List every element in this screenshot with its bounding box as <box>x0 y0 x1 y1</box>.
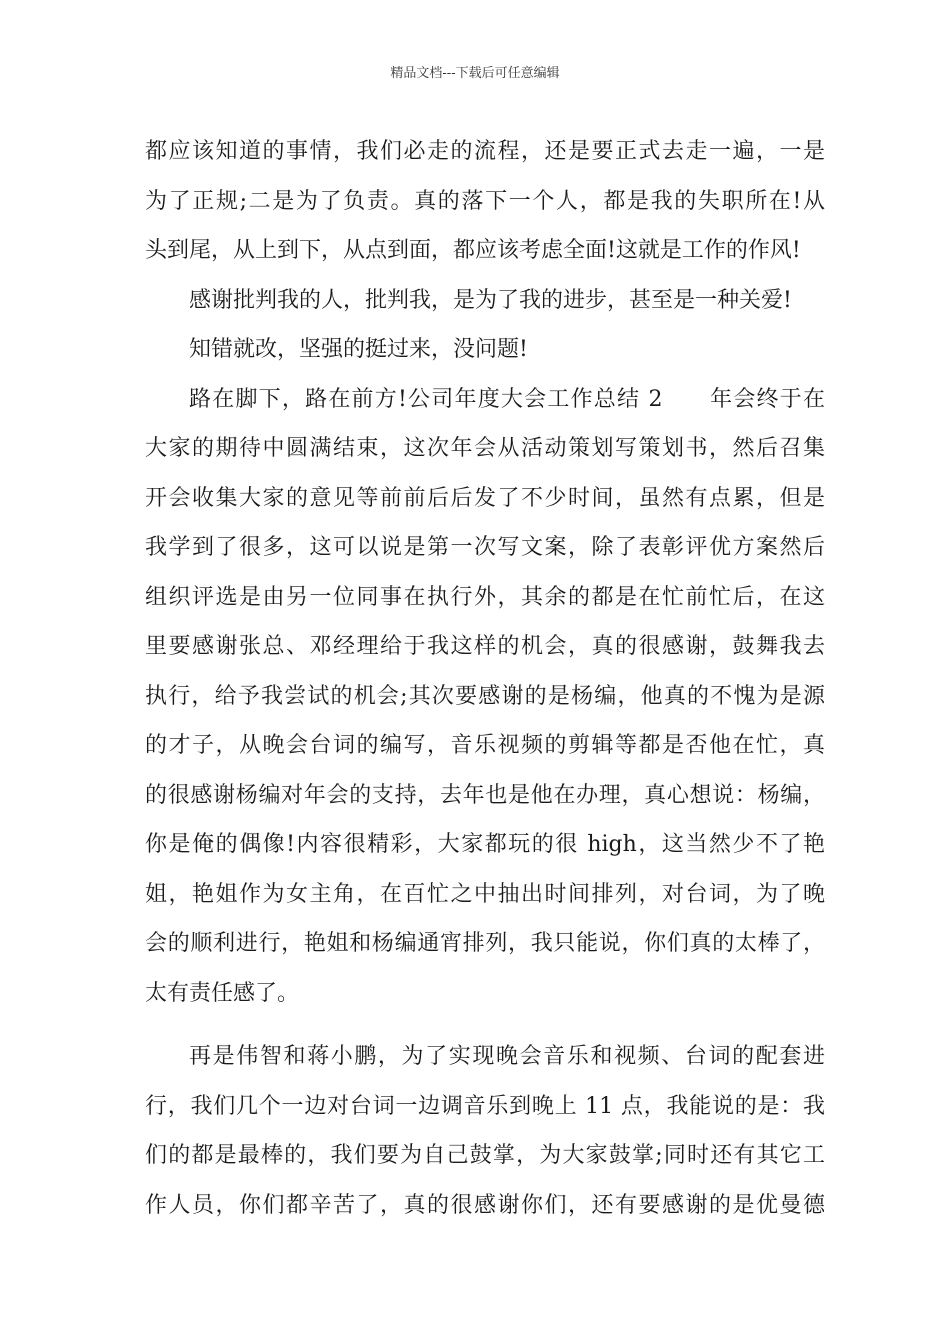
text-line: 你是俺的偶像!内容很精彩，大家都玩的很 high，这当然少不了艳 <box>145 832 825 857</box>
paragraph-line: 感谢批判我的人，批判我，是为了我的进步，甚至是一种关爱! <box>189 287 792 313</box>
paragraph-line: 知错就改，坚强的挺过来，没问题! <box>189 337 528 362</box>
text-line: 行，我们几个一边对台词一边调音乐到晚上 11 点，我能说的是：我 <box>145 1093 825 1119</box>
text-line: 都应该知道的事情，我们必走的流程，还是要正式去走一遍，一是 <box>145 139 825 164</box>
text-line: 头到尾，从上到下，从点到面，都应该考虑全面!这就是工作的作风! <box>145 238 801 263</box>
text-line: 的才子，从晚会台词的编写，音乐视频的剪辑等都是否他在忙，真 <box>145 733 825 758</box>
text-line: 们的都是最棒的，我们要为自己鼓掌，为大家鼓掌;同时还有其它工 <box>145 1143 825 1168</box>
text-line: 为了正规;二是为了负责。真的落下一个人，都是我的失职所在!从 <box>145 188 825 214</box>
text-line: 会的顺利进行，艳姐和杨编通宵排列，我只能说，你们真的太棒了， <box>145 931 825 956</box>
text-line: 里要感谢张总、邓经理给于我这样的机会，真的很感谢，鼓舞我去 <box>145 634 825 659</box>
text-line: 姐，艳姐作为女主角，在百忙之中抽出时间排列，对台词，为了晚 <box>145 881 825 907</box>
text-line: 作人员，你们都辛苦了，真的很感谢你们，还有要感谢的是优曼德 <box>145 1192 825 1218</box>
text-line: 的很感谢杨编对年会的支持，去年也是他在办理，真心想说：杨编， <box>145 782 825 808</box>
paragraph-gap <box>145 1024 825 1038</box>
paragraph-line: 路在脚下，路在前方!公司年度大会工作总结 2 年会终于在 <box>189 386 825 412</box>
page-header: 精品文档---下载后可任意编辑 <box>390 66 560 81</box>
text-line: 太有责任感了。 <box>145 980 300 1006</box>
text-line: 执行，给予我尝试的机会;其次要感谢的是杨编，他真的不愧为是源 <box>145 683 825 709</box>
text-line: 组织评选是由另一位同事在执行外，其余的都是在忙前忙后，在这 <box>145 584 825 610</box>
text-line: 我学到了很多，这可以说是第一次写文案，除了表彰评优方案然后 <box>145 535 825 560</box>
document-body <box>145 133 825 1236</box>
paragraph-line: 再是伟智和蒋小鹏，为了实现晚会音乐和视频、台词的配套进 <box>189 1044 825 1069</box>
text-line: 开会收集大家的意见等前前后后发了不少时间，虽然有点累，但是 <box>145 485 825 511</box>
text-line: 大家的期待中圆满结束，这次年会从活动策划写策划书，然后召集 <box>145 436 825 461</box>
